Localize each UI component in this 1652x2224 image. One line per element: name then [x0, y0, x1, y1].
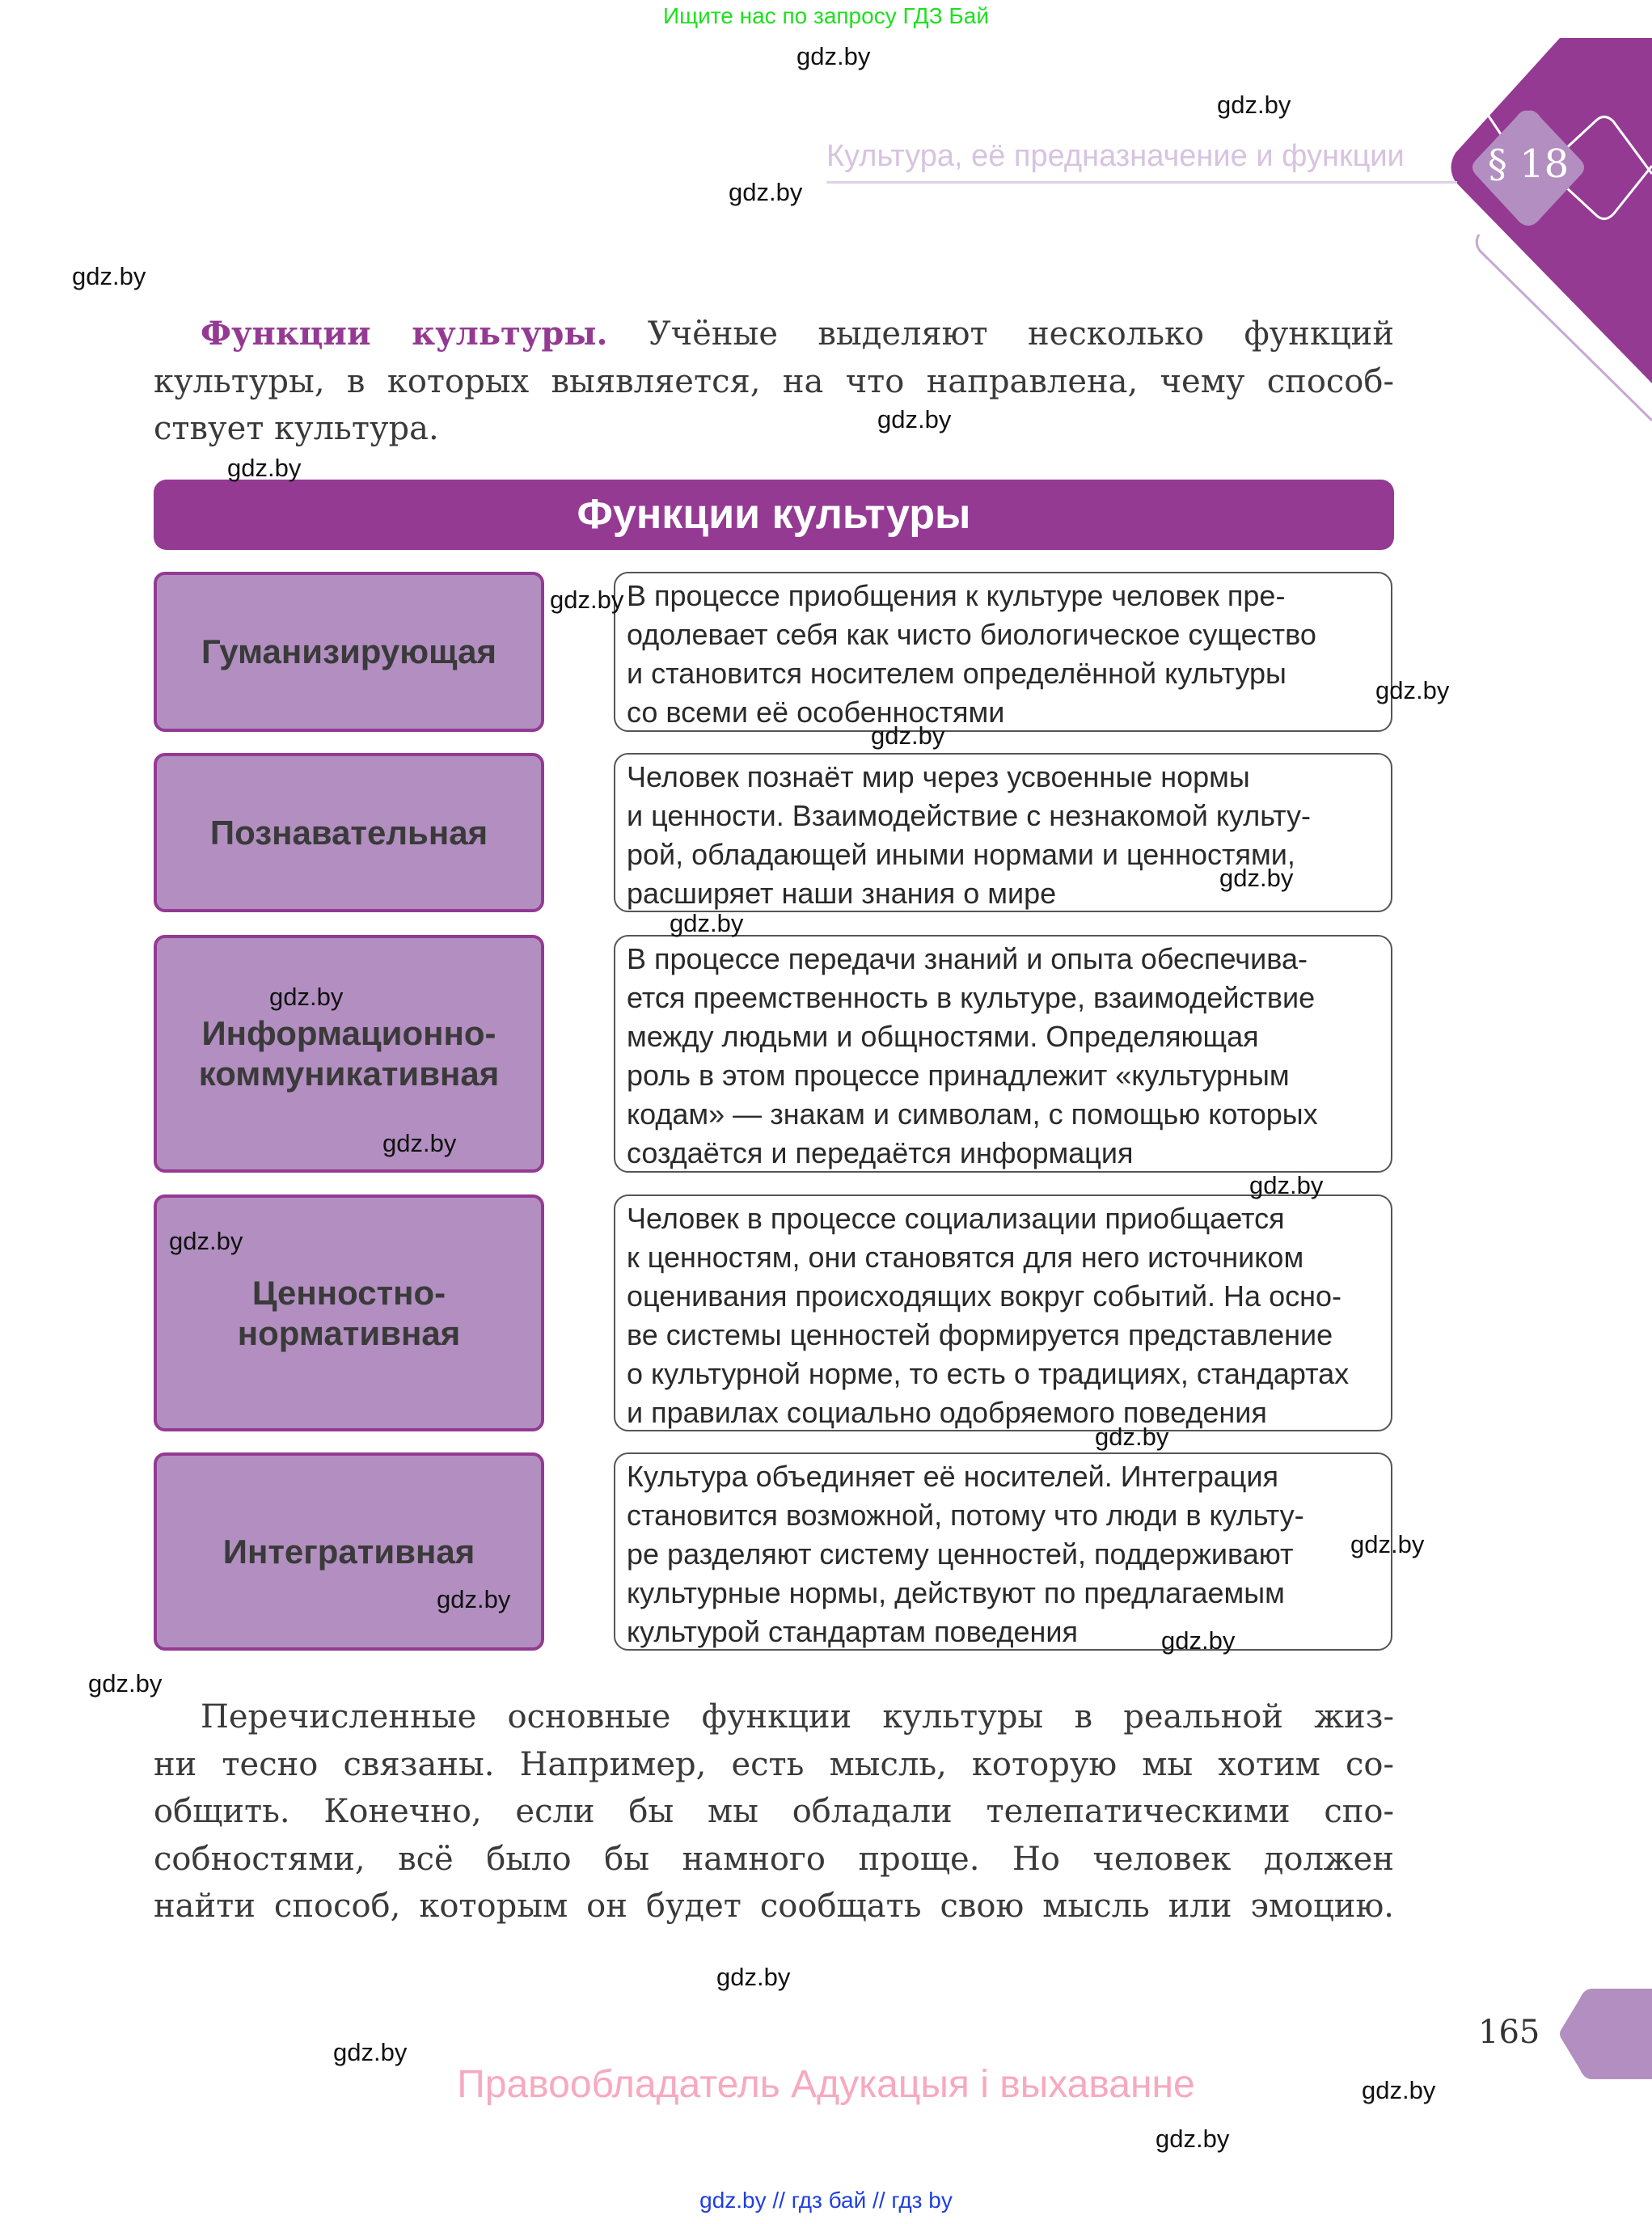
watermark: gdz.by — [1156, 2125, 1230, 2153]
watermark: gdz.by — [437, 1585, 511, 1613]
watermark: gdz.by — [72, 262, 146, 290]
watermark: gdz.by — [796, 42, 871, 70]
desc-line: ется преемственность в культуре, взаимодействие — [627, 981, 1316, 1014]
intro-paragraph — [154, 311, 1394, 453]
watermark: gdz.by — [550, 586, 624, 614]
watermark: gdz.by — [1095, 1423, 1169, 1451]
function-name: Интегративная — [222, 1532, 475, 1571]
watermark: gdz.by — [716, 1963, 791, 1991]
watermark: gdz.by — [269, 983, 344, 1011]
footer-links[interactable]: gdz.by // гдз бай // гдз by — [699, 2188, 953, 2213]
function-name-integrative — [154, 1452, 544, 1651]
function-description — [614, 1194, 1392, 1431]
outro-paragraph — [154, 1693, 1394, 1930]
watermark: gdz.by — [333, 2038, 408, 2066]
desc-line: культурные нормы, действуют по предлагаемым — [627, 1576, 1285, 1609]
intro-line: ствует культура. — [154, 410, 439, 447]
rights-holder-notice: Правообладатель Адукацыя і выхаванне — [457, 2063, 1195, 2106]
section-number: § 18 — [1487, 142, 1570, 187]
intro-line: культуры, в которых выявляется, на что направлена, чему способ- — [154, 362, 1394, 400]
outro-line: собностями, всё было бы намного проще. Но человек должен — [154, 1840, 1394, 1878]
watermark: gdz.by — [877, 405, 952, 433]
chapter-title: Культура, её предназначение и функции — [826, 139, 1405, 173]
watermark: gdz.by — [169, 1227, 243, 1255]
desc-line: культурой стандартам поведения — [627, 1615, 1079, 1648]
function-description — [614, 935, 1392, 1173]
intro-text: Учёные выделяют несколько функций — [607, 315, 1394, 353]
function-description — [614, 1452, 1392, 1651]
watermark: gdz.by — [729, 178, 803, 206]
watermark: gdz.by — [382, 1129, 457, 1157]
function-name: Информационно- — [201, 1014, 496, 1052]
outro-line: найти способ, которым он будет сообщать свою мысль или эмоцию. — [154, 1888, 1394, 1925]
desc-line: со всеми её особенностями — [627, 696, 1005, 729]
desc-line: Культура объединяет её носителей. Интеграция — [627, 1460, 1279, 1493]
watermark: gdz.by — [1161, 1626, 1236, 1655]
desc-line: Человек познаёт мир через усвоенные нормы — [627, 760, 1250, 793]
desc-line: и становится носителем определённой культуры — [627, 657, 1287, 690]
function-description — [614, 572, 1392, 732]
watermark: gdz.by — [1350, 1530, 1425, 1558]
table-title: Функции культуры — [154, 480, 1394, 550]
function-name-communicative — [154, 935, 544, 1173]
desc-line: В процессе приобщения к культуре человек пре- — [627, 579, 1286, 612]
desc-line: между людьми и общностями. Определяющая — [627, 1020, 1259, 1053]
outro-line: ни тесно связаны. Например, есть мысль, которую мы хотим со- — [154, 1745, 1394, 1783]
function-name-cognitive — [154, 753, 544, 912]
function-name: Познавательная — [209, 813, 488, 852]
function-name-humanizing — [154, 572, 544, 732]
desc-line: В процессе передачи знаний и опыта обеспечива- — [627, 942, 1308, 975]
desc-line: ре разделяют систему ценностей, поддерживают — [627, 1537, 1294, 1571]
watermark: gdz.by — [1362, 2076, 1436, 2104]
intro-lead-heading: Функции культуры. — [201, 315, 608, 353]
function-name: коммуникативная — [198, 1055, 500, 1093]
watermark: gdz.by — [1217, 91, 1291, 119]
intro-line — [154, 311, 1394, 358]
watermark: gdz.by — [227, 454, 302, 482]
watermark: gdz.by — [88, 1669, 163, 1698]
function-name: нормативная — [237, 1313, 461, 1352]
desc-line: становится возможной, потому что люди в культу- — [627, 1499, 1304, 1532]
watermark: gdz.by — [1375, 676, 1450, 704]
desc-line: и ценности. Взаимодействие с незнакомой культу- — [627, 799, 1312, 832]
outro-line: Перечисленные основные функции культуры в реальной жиз- — [201, 1698, 1394, 1736]
function-name: Гуманизирующая — [201, 632, 496, 670]
search-hint-banner: Ищите нас по запросу ГДЗ Бай — [662, 3, 990, 28]
desc-line: о культурной норме, то есть о традициях, стандартах — [627, 1357, 1350, 1390]
watermark: gdz.by — [1219, 864, 1294, 892]
desc-line: одолевает себя как чисто биологическое существо — [627, 618, 1316, 651]
desc-line: рой, обладающей иными нормами и ценностями, — [627, 838, 1295, 871]
desc-line: Человек в процессе социализации приобщается — [627, 1202, 1285, 1235]
watermark: gdz.by — [670, 909, 744, 937]
desc-line: к ценностям, они становятся для него источником — [627, 1241, 1304, 1274]
function-name: Ценностно- — [251, 1273, 446, 1312]
chapter-title-underline — [826, 181, 1457, 184]
watermark: gdz.by — [1249, 1171, 1324, 1199]
outro-line: общить. Конечно, если бы мы обладали телепатическими спо- — [154, 1793, 1394, 1830]
desc-line: расширяет наши знания о мире — [627, 877, 1057, 910]
desc-line: ве системы ценностей формируется представление — [627, 1318, 1333, 1351]
desc-line: оценивания происходящих вокруг событий. На осно- — [627, 1279, 1341, 1313]
desc-line: и правилах социально одобряемого поведения — [627, 1396, 1267, 1429]
watermark: gdz.by — [871, 721, 945, 750]
desc-line: создаётся и передаётся информация — [627, 1136, 1134, 1169]
page-number: 165 — [1478, 2014, 1540, 2051]
desc-line: роль в этом процессе принадлежит «культурным — [627, 1059, 1290, 1092]
desc-line: кодам» — знакам и символам, с помощью которых — [627, 1097, 1318, 1131]
